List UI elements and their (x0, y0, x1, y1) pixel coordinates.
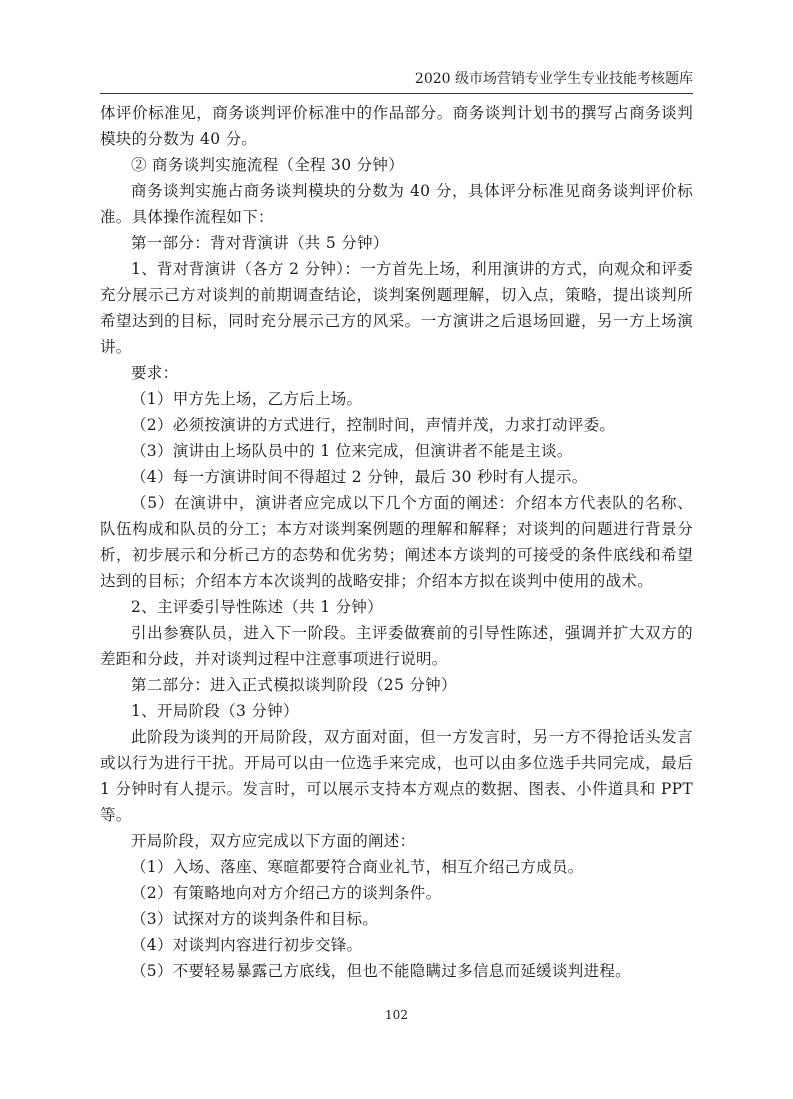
paragraph: 引出参赛队员，进入下一阶段。主评委做赛前的引导性陈述，强调并扩大双方的差距和分歧，并对谈判过程中注意事项进行说明。 (100, 624, 693, 668)
paragraph: 商务谈判实施占商务谈判模块的分数为 40 分，具体评分标准见商务谈判评价标准。具体操作流程如下： (100, 182, 693, 226)
paragraph: 第二部分：进入正式模拟谈判阶段（25 分钟） (131, 676, 457, 694)
paragraph: （1）入场、落座、寒暄都要符合商业礼节，相互介绍己方成员。 (131, 858, 584, 876)
paragraph: 1、背对背演讲（各方 2 分钟）：一方首先上场，利用演讲的方式，向观众和评委充分展示己方对谈判的前期调查结论，谈判案例题理解，切入点，策略，提出谈判所希望达到的目标，同时充分展示己方的风采。一方演讲之后退场回避，另一方上场演讲。 (100, 260, 693, 356)
paragraph: 体评价标准见，商务谈判评价标准中的作品部分。商务谈判计划书的撰写占商务谈判模块的分数为 40 分。 (100, 104, 693, 148)
page-number: 102 (385, 1008, 408, 1022)
paragraph: （1）甲方先上场，乙方后上场。 (131, 390, 363, 408)
paragraph: （5）不要轻易暴露己方底线，但也不能隐瞒过多信息而延缓谈判进程。 (131, 962, 631, 980)
page-header-title: 2020 级市场营销专业学生专业技能考核题库 (414, 71, 693, 87)
paragraph: （2）有策略地向对方介绍己方的谈判条件。 (131, 884, 442, 902)
header-divider (100, 93, 693, 94)
paragraph: （3）演讲由上场队员中的 1 位来完成，但演讲者不能是主谈。 (131, 442, 573, 460)
paragraph: （4）每一方演讲时间不得超过 2 分钟，最后 30 秒时有人提示。 (131, 468, 588, 486)
paragraph: （4）对谈判内容进行初步交锋。 (131, 936, 363, 954)
paragraph: 要求： (131, 364, 179, 382)
paragraph: （3）试探对方的谈判条件和目标。 (131, 910, 379, 928)
paragraph: ② 商务谈判实施流程（全程 30 分钟） (131, 156, 405, 174)
paragraph: 此阶段为谈判的开局阶段，双方面对面，但一方发言时，另一方不得抢话头发言或以行为进行干扰。开局可以由一位选手来完成，也可以由多位选手共同完成，最后 1 分钟时有人提示。发言时，可以展示支持本方观点的数据、图表、小件道具和 PPT 等。 (100, 728, 693, 824)
paragraph: 第一部分：背对背演讲（共 5 分钟） (131, 234, 389, 252)
document-body (100, 100, 693, 984)
paragraph: （5）在演讲中，演讲者应完成以下几个方面的阐述：介绍本方代表队的名称、队伍构成和队员的分工；本方对谈判案例题的理解和解释；对谈判的问题进行背景分析，初步展示和分析己方的态势和优劣势；阐述本方谈判的可接受的条件底线和希望达到的目标；介绍本方本次谈判的战略安排；介绍本方拟在谈判中使用的战术。 (100, 494, 693, 590)
paragraph: 2、主评委引导性陈述（共 1 分钟） (131, 598, 383, 616)
paragraph: 开局阶段，双方应完成以下方面的阐述： (131, 832, 416, 850)
paragraph: （2）必须按演讲的方式进行，控制时间，声情并茂，力求打动评委。 (131, 416, 616, 434)
paragraph: 1、开局阶段（3 分钟） (131, 702, 299, 720)
